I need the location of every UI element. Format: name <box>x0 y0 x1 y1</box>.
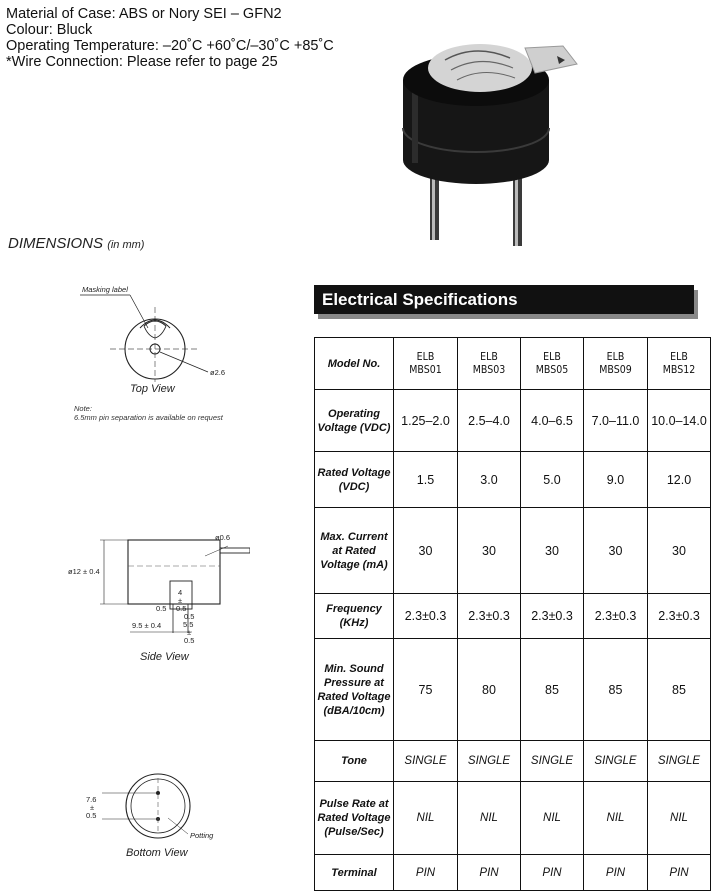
row-label: Operating Voltage (VDC) <box>315 390 394 452</box>
value-cell: 12.0 <box>648 452 711 508</box>
pin-separation-note <box>74 404 223 422</box>
model-cell: ELB MBS01 <box>394 338 458 390</box>
value-cell: 1.25–2.0 <box>394 390 458 452</box>
value-cell: 10.0–14.0 <box>648 390 711 452</box>
value-cell: SINGLE <box>458 741 521 782</box>
dimensions-heading: DIMENSIONS <box>8 235 104 252</box>
table-row-max-current <box>315 508 711 594</box>
table-row-terminal <box>315 855 711 891</box>
value-cell: NIL <box>521 782 584 855</box>
dim-05-right: 0.5 <box>184 612 195 621</box>
dim-4-value: 4 <box>178 588 183 597</box>
table-row-pulse-rate <box>315 782 711 855</box>
value-cell: SINGLE <box>394 741 458 782</box>
value-cell: 2.5–4.0 <box>458 390 521 452</box>
dimensions-unit: (in mm) <box>107 239 145 251</box>
side-view-drawing <box>60 528 250 663</box>
pin-spacing-pm: ± <box>90 803 95 812</box>
value-cell: NIL <box>648 782 711 855</box>
value-cell: 30 <box>584 508 648 594</box>
row-label: Min. Sound Pressure at Rated Voltage (dBA/10cm) <box>315 639 394 741</box>
value-cell: 30 <box>458 508 521 594</box>
value-cell: 30 <box>648 508 711 594</box>
dim-55-pm: ± <box>187 628 192 637</box>
value-cell: PIN <box>394 855 458 891</box>
top-view-caption: Top View <box>130 383 175 395</box>
row-label: Max. Current at Rated Voltage (mA) <box>315 508 394 594</box>
row-label: Frequency (KHz) <box>315 594 394 639</box>
table-row-operating-voltage <box>315 390 711 452</box>
dim-4-tol: 0.5 <box>176 604 187 613</box>
value-cell: 2.3±0.3 <box>521 594 584 639</box>
dim-4-pm: ± <box>178 596 183 605</box>
pin-diameter-label: ø0.6 <box>215 533 231 542</box>
value-cell: PIN <box>521 855 584 891</box>
dim-05-left: 0.5 <box>156 604 167 613</box>
value-cell: NIL <box>458 782 521 855</box>
value-cell: 7.0–11.0 <box>584 390 648 452</box>
electrical-specs-title: Electrical Specifications <box>314 285 694 314</box>
value-cell: PIN <box>458 855 521 891</box>
row-label: Pulse Rate at Rated Voltage (Pulse/Sec) <box>315 782 394 855</box>
product-spec-intro <box>6 6 334 70</box>
value-cell: 9.0 <box>584 452 648 508</box>
value-cell: SINGLE <box>648 741 711 782</box>
value-cell: 30 <box>521 508 584 594</box>
bottom-view-caption: Bottom View <box>126 847 188 859</box>
model-cell: ELB MBS03 <box>458 338 521 390</box>
value-cell: NIL <box>584 782 648 855</box>
table-row-model <box>315 338 711 390</box>
model-cell: ELB MBS12 <box>648 338 711 390</box>
side-view-caption: Side View <box>140 651 189 663</box>
table-row-rated-voltage <box>315 452 711 508</box>
model-cell: ELB MBS05 <box>521 338 584 390</box>
value-cell: 85 <box>648 639 711 741</box>
body-length-label: 9.5 ± 0.4 <box>132 621 162 630</box>
dimensions-title <box>8 235 144 252</box>
row-label: Rated Voltage (VDC) <box>315 452 394 508</box>
value-cell: 2.3±0.3 <box>394 594 458 639</box>
buzzer-product-photo <box>385 18 595 250</box>
value-cell: 85 <box>584 639 648 741</box>
value-cell: 1.5 <box>394 452 458 508</box>
material-line: Material of Case: ABS or Nory SEI – GFN2 <box>6 6 282 22</box>
hole-diameter-label: ø2.6 <box>210 368 226 377</box>
value-cell: PIN <box>584 855 648 891</box>
value-cell: NIL <box>394 782 458 855</box>
electrical-specs-table <box>314 337 711 891</box>
pin-spacing-value: 7.6 <box>86 795 97 804</box>
value-cell: 2.3±0.3 <box>458 594 521 639</box>
potting-label: Potting <box>190 831 214 840</box>
colour-line: Colour: Bluck <box>6 22 93 38</box>
table-row-sound-pressure <box>315 639 711 741</box>
pin-spacing-tol: 0.5 <box>86 811 97 820</box>
value-cell: 3.0 <box>458 452 521 508</box>
value-cell: 4.0–6.5 <box>521 390 584 452</box>
dim-55-value: 5.5 <box>183 620 194 629</box>
model-cell: ELB MBS09 <box>584 338 648 390</box>
value-cell: 75 <box>394 639 458 741</box>
value-cell: 30 <box>394 508 458 594</box>
masking-label-text: Masking label <box>82 285 128 294</box>
value-cell: 85 <box>521 639 584 741</box>
value-cell: 2.3±0.3 <box>648 594 711 639</box>
value-cell: 5.0 <box>521 452 584 508</box>
row-label: Terminal <box>315 855 394 891</box>
note-label: Note: <box>74 404 92 413</box>
table-row-frequency <box>315 594 711 639</box>
value-cell: SINGLE <box>521 741 584 782</box>
value-cell: SINGLE <box>584 741 648 782</box>
row-label: Tone <box>315 741 394 782</box>
value-cell: 80 <box>458 639 521 741</box>
top-view-drawing <box>70 282 250 397</box>
value-cell: PIN <box>648 855 711 891</box>
table-row-tone <box>315 741 711 782</box>
row-label-model: Model No. <box>315 338 394 390</box>
wire-connection-line: *Wire Connection: Please refer to page 25 <box>6 54 278 70</box>
dim-55-tol: 0.5 <box>184 636 195 645</box>
temperature-line: Operating Temperature: –20˚C +60˚C/–30˚C +85˚C <box>6 38 334 54</box>
bottom-view-drawing <box>80 768 250 863</box>
note-text: 6.5mm pin separation is available on request <box>74 413 223 422</box>
value-cell: 2.3±0.3 <box>584 594 648 639</box>
body-diameter-label: ø12 ± 0.4 <box>68 567 100 576</box>
